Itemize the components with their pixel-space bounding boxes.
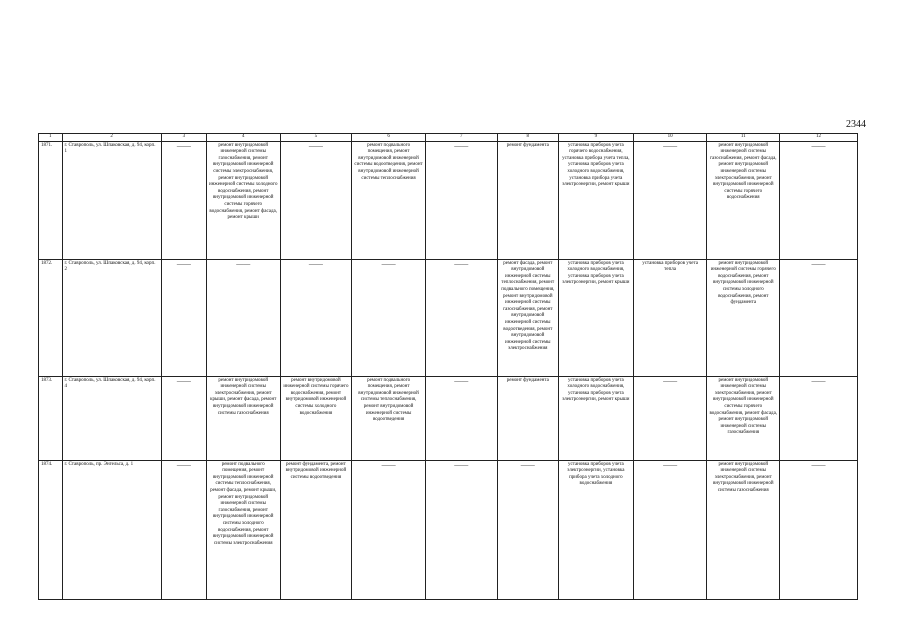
column-header: 5 bbox=[280, 134, 352, 142]
table-cell bbox=[425, 141, 497, 259]
table-cell bbox=[352, 259, 426, 376]
column-header: 6 bbox=[352, 134, 426, 142]
dash-mark: —— bbox=[454, 259, 469, 268]
dash-mark: —— bbox=[236, 259, 251, 268]
dash-mark: —— bbox=[811, 376, 826, 385]
address-cell: г. Ставрополь, ул. Шпаковская, д. 94, корп. 2 bbox=[62, 259, 161, 376]
dash-mark: —— bbox=[811, 259, 826, 268]
dash-mark: —— bbox=[308, 259, 323, 268]
table-cell: ремонт подвального помещения, ремонт внутридомовой инженерной системы водоотведения, ремонт внутридомовой инженерной системы теплоснабжения bbox=[352, 141, 426, 259]
dash-mark: —— bbox=[454, 141, 469, 150]
table-cell bbox=[161, 376, 206, 460]
repair-schedule-table bbox=[38, 133, 858, 600]
table-cell bbox=[780, 141, 858, 259]
table-row bbox=[39, 141, 858, 259]
table-cell: ремонт фундамента, ремонт внутридомовой инженерной системы водоотведения bbox=[280, 460, 352, 599]
row-number: 1874. bbox=[39, 460, 63, 599]
table-cell bbox=[425, 460, 497, 599]
dash-mark: —— bbox=[176, 460, 191, 469]
column-header: 9 bbox=[559, 134, 634, 142]
table-row bbox=[39, 259, 858, 376]
dash-mark: —— bbox=[454, 460, 469, 469]
table-cell: ремонт внутридомовой инженерной системы электроснабжения, ремонт крыши, ремонт фасада, ремонт внутридомовой инженерной системы газоснабжения bbox=[206, 376, 280, 460]
table-row bbox=[39, 460, 858, 599]
table-cell bbox=[161, 141, 206, 259]
table-cell: ремонт фасада, ремонт внутридомовой инженерной системы теплоснабжения, ремонт подвального помещения, ремонт внутридомовой инженерной системы газоснабжения, ремонт внутридомовой инженерной системы водоотведения, ремонт внутридомовой инженерной системы электроснабжения bbox=[497, 259, 558, 376]
table-cell: ремонт внутридомовой инженерной системы электроснабжения, ремонт внутридомовой инженерной системы горячего водоснабжения, ремонт фасада, ремонт внутридомовой инженерной системы газоснабжения bbox=[707, 376, 780, 460]
dash-mark: —— bbox=[176, 259, 191, 268]
table-cell bbox=[161, 259, 206, 376]
dash-mark: —— bbox=[663, 460, 678, 469]
address-cell: г. Ставрополь, пр. Энгельса, д. 1 bbox=[62, 460, 161, 599]
table-cell: установка приборов учета холодного водоснабжения, установка приборов учета электроэнергии, ремонт крыши bbox=[559, 259, 634, 376]
column-header: 8 bbox=[497, 134, 558, 142]
dash-mark: —— bbox=[381, 460, 396, 469]
table-cell bbox=[280, 141, 352, 259]
dash-mark: —— bbox=[663, 141, 678, 150]
table-cell bbox=[633, 141, 707, 259]
table-cell: ремонт фундамента bbox=[497, 376, 558, 460]
dash-mark: —— bbox=[454, 376, 469, 385]
table-cell: установка приборов учета тепла bbox=[633, 259, 707, 376]
table-cell: ремонт фундамента bbox=[497, 141, 558, 259]
table-cell bbox=[280, 259, 352, 376]
dash-mark: —— bbox=[308, 141, 323, 150]
table-cell: ремонт внутридомовой инженерной системы электроснабжения, ремонт внутридомовой инженерной системы газоснабжения bbox=[707, 460, 780, 599]
table-cell: установка приборов учета горячего водоснабжения, установка прибора учета тепла, установка приборов учета холодного водоснабжения, установка прибора учета электроэнергии, ремонт крыши bbox=[559, 141, 634, 259]
dash-mark: —— bbox=[811, 460, 826, 469]
table-cell bbox=[425, 259, 497, 376]
column-header: 1 bbox=[39, 134, 63, 142]
table-cell bbox=[780, 376, 858, 460]
dash-mark: —— bbox=[176, 141, 191, 150]
column-header: 7 bbox=[425, 134, 497, 142]
table-cell: ремонт внутридомовой инженерной системы газоснабжения, ремонт фасада, ремонт внутридомовой инженерной системы электроснабжения, ремонт внутридомовой инженерной системы горячего водоснабжения bbox=[707, 141, 780, 259]
table-cell bbox=[780, 460, 858, 599]
row-number: 1873. bbox=[39, 376, 63, 460]
table-cell: установка приборов учета электроэнергии, установка прибора учета холодного водоснабжения bbox=[559, 460, 634, 599]
table-cell: ремонт подвального помещения, ремонт внутридомовой инженерной системы теплоснабжения, ремонт внутридомовой инженерной системы водоотведения bbox=[352, 376, 426, 460]
table-cell: установка приборов учета холодного водоснабжения, установка приборов учета электроэнергии, ремонт крыши bbox=[559, 376, 634, 460]
dash-mark: —— bbox=[520, 460, 535, 469]
column-header: 10 bbox=[633, 134, 707, 142]
dash-mark: —— bbox=[176, 376, 191, 385]
row-number: 1872. bbox=[39, 259, 63, 376]
address-cell: г. Ставрополь, ул. Шпаковская, д. 94, корп. 1 bbox=[62, 141, 161, 259]
table-cell bbox=[780, 259, 858, 376]
table-cell bbox=[352, 460, 426, 599]
table-cell bbox=[206, 259, 280, 376]
dash-mark: —— bbox=[811, 141, 826, 150]
table-cell bbox=[633, 376, 707, 460]
dash-mark: —— bbox=[381, 259, 396, 268]
row-number: 1871. bbox=[39, 141, 63, 259]
column-header: 3 bbox=[161, 134, 206, 142]
table-cell: ремонт внутридомовой инженерной системы газоснабжения, ремонт внутридомовой инженерной системы электроснабжения, ремонт внутридомовой инженерной системы холодного водоснабжения, ремонт внутридомовой инженерной системы горячего водоснабжения, ремонт фасада, ремонт крыши bbox=[206, 141, 280, 259]
address-cell: г. Ставрополь, ул. Шпаковская, д. 94, корп. 4 bbox=[62, 376, 161, 460]
table-cell: ремонт внутридомовой инженерной системы горячего водоснабжения, ремонт внутридомовой инженерной системы холодного водоснабжения bbox=[280, 376, 352, 460]
column-header: 2 bbox=[62, 134, 161, 142]
dash-mark: —— bbox=[663, 376, 678, 385]
table-cell: ремонт внутридомовой инженерной системы горячего водоснабжения, ремонт внутридомовой инженерной системы холодного водоснабжения, ремонт фундамента bbox=[707, 259, 780, 376]
column-header: 11 bbox=[707, 134, 780, 142]
table-cell bbox=[497, 460, 558, 599]
table-cell bbox=[425, 376, 497, 460]
column-header: 4 bbox=[206, 134, 280, 142]
table-row bbox=[39, 376, 858, 460]
header-row bbox=[39, 134, 858, 142]
table-cell bbox=[633, 460, 707, 599]
table-cell: ремонт подвального помещения, ремонт внутридомовой инженерной системы теплоснабжения, ремонт фасада, ремонт крыши, ремонт внутридомовой инженерной системы газоснабжения, ремонт внутридомовой инженерной системы холодного водоснабжения, ремонт внутридомовой инженерной системы электроснабжения bbox=[206, 460, 280, 599]
table-cell bbox=[161, 460, 206, 599]
page-number: 2344 bbox=[846, 119, 866, 130]
column-header: 12 bbox=[780, 134, 858, 142]
